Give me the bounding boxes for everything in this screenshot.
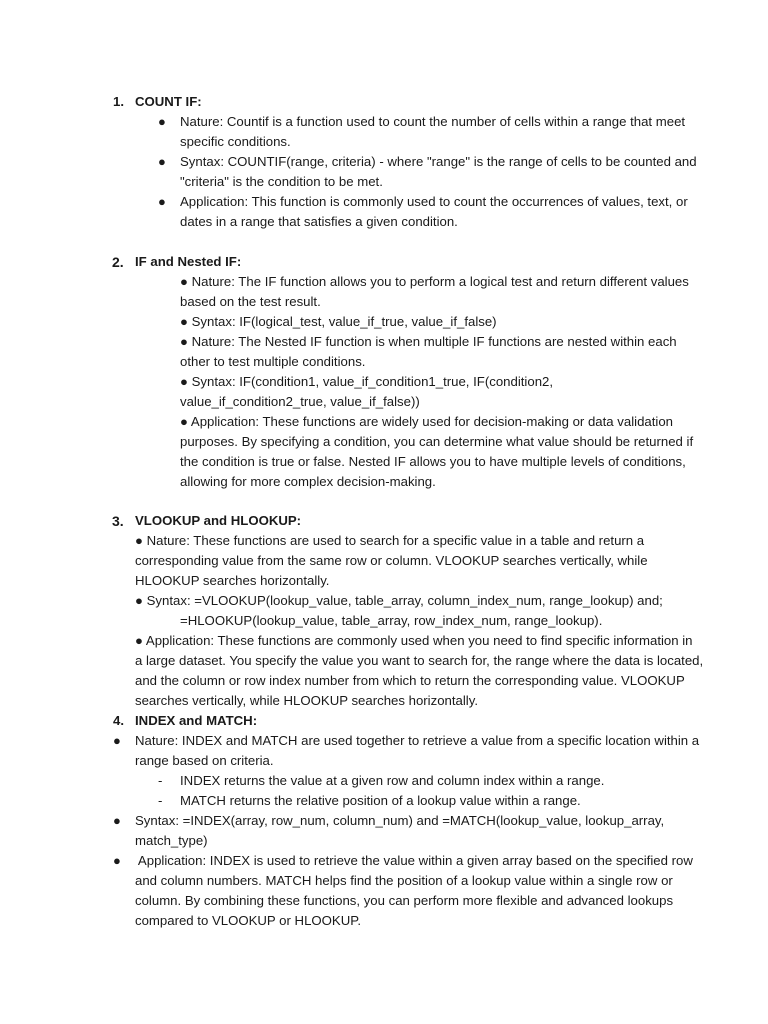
list-item: dates in a range that satisfies a given condition. [180,214,458,229]
list-item: compared to VLOOKUP or HLOOKUP. [135,913,361,928]
list-item: ● Application: These functions are widely used for decision-making or data validation [180,414,674,429]
list-item: allowing for more complex decision-making. [180,474,436,489]
bullet-dot: ● [113,813,121,828]
list-item: INDEX returns the value at a given row and column index within a range. [180,773,605,788]
section-1-number: 1. [113,94,124,109]
section-1-title: COUNT IF: [135,94,202,109]
list-item: Nature: Countif is a function used to count the number of cells within a range that meet [180,114,686,129]
section-2-number: 2. [112,254,124,270]
list-item: based on the test result. [180,294,321,309]
list-item: ● Syntax: IF(logical_test, value_if_true, value_if_false) [180,314,497,329]
section-3-title: VLOOKUP and HLOOKUP: [135,513,302,528]
list-item: other to test multiple conditions. [180,354,366,369]
bullet-dot: ● [113,853,121,868]
list-item: a large dataset. You specify the value you want to search for, the range where the data is located, [135,653,704,668]
list-item: MATCH returns the relative position of a lookup value within a range. [180,793,581,808]
list-item: ● Nature: The Nested IF function is when multiple IF functions are nested within each [180,334,677,349]
list-item: =HLOOKUP(lookup_value, table_array, row_index_num, range_lookup). [180,613,603,628]
list-item: Application: INDEX is used to retrieve the value within a given array based on the specified row [135,853,693,868]
bullet-dot: ● [158,154,166,169]
list-item: "criteria" is the condition to be met. [180,174,383,189]
section-2-title: IF and Nested IF: [135,254,242,269]
list-item: Syntax: COUNTIF(range, criteria) - where "range" is the range of cells to be counted and [180,154,697,169]
list-item: ● Application: These functions are commonly used when you need to find specific information in [135,633,693,648]
list-item: ● Nature: These functions are used to search for a specific value in a table and return a [135,533,645,548]
list-item: column. By combining these functions, you can perform more flexible and advanced lookups [135,893,674,908]
list-item: ● Syntax: =VLOOKUP(lookup_value, table_array, column_index_num, range_lookup) and; [135,593,663,608]
list-item: the condition is true or false. Nested IF allows you to have multiple levels of conditions, [180,454,686,469]
list-item: value_if_condition2_true, value_if_false)) [180,394,420,409]
list-item: Syntax: =INDEX(array, row_num, column_num) and =MATCH(lookup_value, lookup_array, [135,813,665,828]
bullet-dot: ● [158,114,166,129]
list-item: corresponding value from the same row or column. VLOOKUP searches vertically, while [135,553,648,568]
list-item: specific conditions. [180,134,291,149]
list-item: and the column or row index number from which to return the corresponding value. VLOOKUP [135,673,685,688]
section-4-number: 4. [113,713,124,728]
list-item: HLOOKUP searches horizontally. [135,573,330,588]
list-item: match_type) [135,833,208,848]
list-item: ● Nature: The IF function allows you to perform a logical test and return different values [180,274,689,289]
list-item: purposes. By specifying a condition, you can determine what value should be returned if [180,434,694,449]
bullet-dot: ● [158,194,166,209]
list-item: and column numbers. MATCH helps find the position of a lookup value within a single row or [135,873,673,888]
list-item: ● Syntax: IF(condition1, value_if_condition1_true, IF(condition2, [180,374,554,389]
list-item: Nature: INDEX and MATCH are used together to retrieve a value from a specific location within a [135,733,700,748]
list-item: Application: This function is commonly used to count the occurrences of values, text, or [180,194,688,209]
dash-bullet: - [158,773,163,788]
dash-bullet: - [158,793,163,808]
section-4-title: INDEX and MATCH: [135,713,258,728]
list-item: searches vertically, while HLOOKUP searches horizontally. [135,693,479,708]
section-3-number: 3. [112,513,124,529]
list-item: range based on criteria. [135,753,274,768]
bullet-dot: ● [113,733,121,748]
